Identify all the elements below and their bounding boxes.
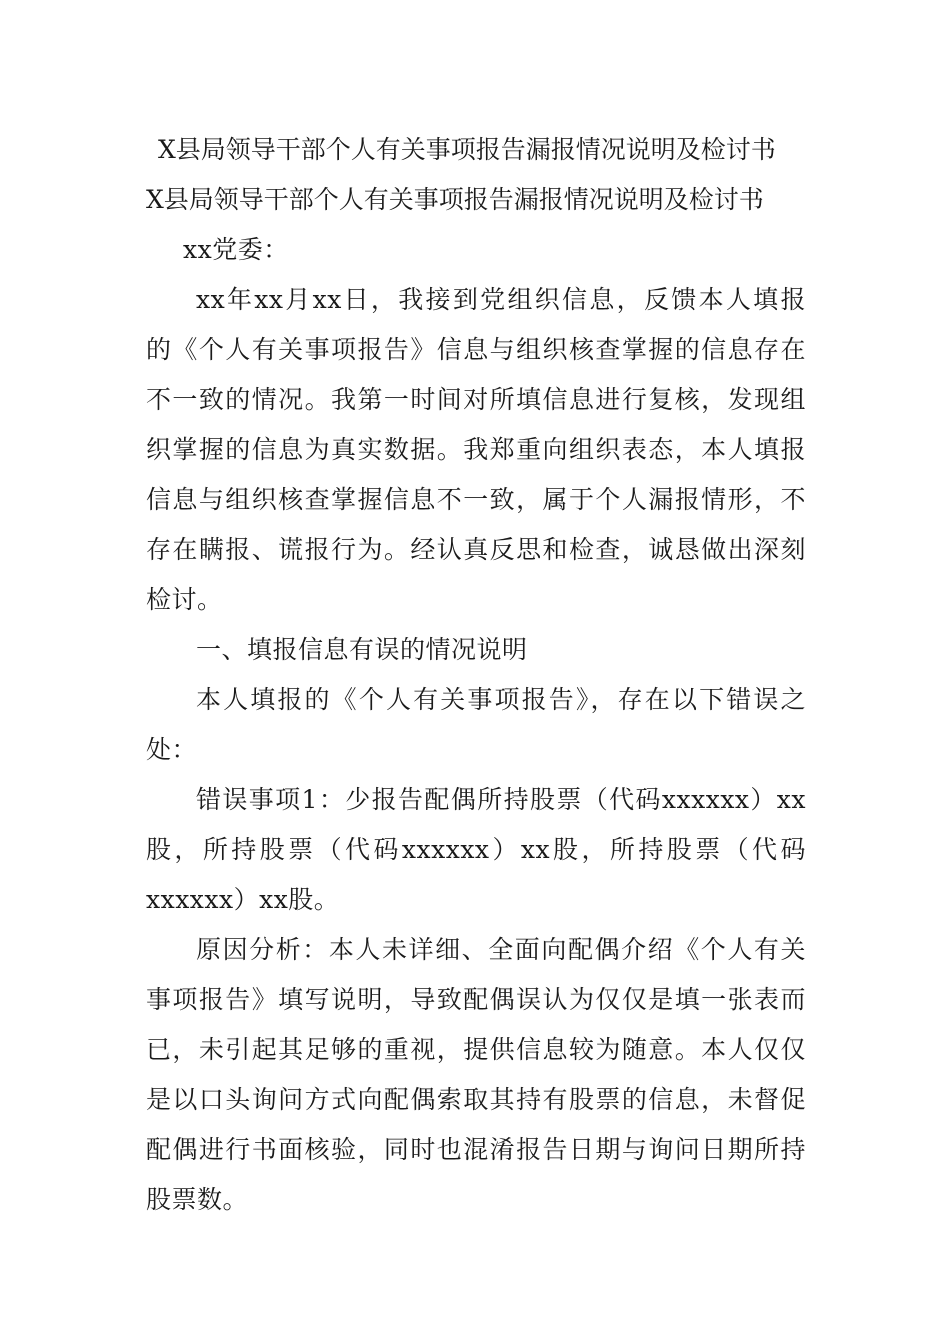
- salutation: xx党委：: [183, 235, 289, 264]
- paragraph-line: 处：: [146, 735, 198, 764]
- paragraph-line: 股票数。: [146, 1185, 249, 1214]
- paragraph-line: 检讨。: [146, 585, 223, 614]
- paragraph-line: 织掌握的信息为真实数据。我郑重向组织表态，本人填报: [146, 435, 806, 464]
- section-heading: 一、填报信息有误的情况说明: [196, 635, 528, 664]
- paragraph-line: xxxxxx）xx股。: [146, 885, 340, 914]
- paragraph-line: 配偶进行书面核验，同时也混淆报告日期与询问日期所持: [146, 1135, 806, 1164]
- paragraph-line: xx年xx月xx日，我接到党组织信息，反馈本人填报: [196, 285, 806, 314]
- paragraph-line: 事项报告》填写说明，导致配偶误认为仅仅是填一张表而: [146, 985, 806, 1014]
- document-title-1: X县局领导干部个人有关事项报告漏报情况说明及检讨书: [158, 135, 776, 164]
- paragraph-line: 的《个人有关事项报告》信息与组织核查掌握的信息存在: [146, 335, 806, 364]
- paragraph-line: 本人填报的《个人有关事项报告》，存在以下错误之: [196, 685, 806, 714]
- paragraph-line: 是以口头询问方式向配偶索取其持有股票的信息，未督促: [146, 1085, 806, 1114]
- paragraph-line: 不一致的情况。我第一时间对所填信息进行复核，发现组: [146, 385, 806, 414]
- paragraph-line: 错误事项1：少报告配偶所持股票（代码xxxxxx）xx: [196, 785, 806, 814]
- paragraph-line: 存在瞒报、谎报行为。经认真反思和检查，诚恳做出深刻: [146, 535, 806, 564]
- document-title-2: X县局领导干部个人有关事项报告漏报情况说明及检讨书: [146, 185, 764, 214]
- paragraph-line: 股，所持股票（代码xxxxxx）xx股，所持股票（代码: [146, 835, 806, 864]
- paragraph-line: 信息与组织核查掌握信息不一致，属于个人漏报情形，不: [146, 485, 806, 514]
- paragraph-line: 原因分析：本人未详细、全面向配偶介绍《个人有关: [196, 935, 806, 964]
- paragraph-line: 已，未引起其足够的重视，提供信息较为随意。本人仅仅: [146, 1035, 806, 1064]
